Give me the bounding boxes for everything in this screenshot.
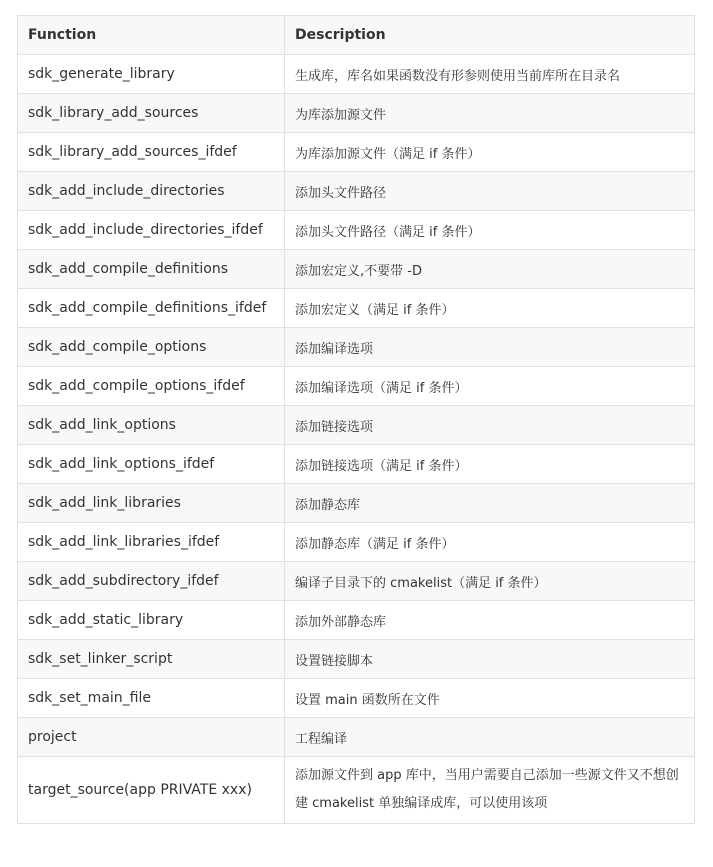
description-cell: 添加编译选项（满足 if 条件） xyxy=(285,367,695,406)
description-cell: 添加外部静态库 xyxy=(285,601,695,640)
table-row xyxy=(18,757,695,824)
function-cell: sdk_set_linker_script xyxy=(18,640,285,679)
function-cell: sdk_add_include_directories_ifdef xyxy=(18,211,285,250)
function-cell: sdk_add_static_library xyxy=(18,601,285,640)
table-row xyxy=(18,172,695,211)
table-row xyxy=(18,445,695,484)
table-row xyxy=(18,523,695,562)
description-cell: 为库添加源文件 xyxy=(285,94,695,133)
function-cell: sdk_add_link_libraries_ifdef xyxy=(18,523,285,562)
table-row xyxy=(18,328,695,367)
description-cell: 工程编译 xyxy=(285,718,695,757)
description-cell: 设置 main 函数所在文件 xyxy=(285,679,695,718)
table-row xyxy=(18,94,695,133)
description-cell: 添加链接选项（满足 if 条件） xyxy=(285,445,695,484)
description-cell: 添加链接选项 xyxy=(285,406,695,445)
table-row xyxy=(18,289,695,328)
table-row xyxy=(18,640,695,679)
function-cell: sdk_add_compile_definitions xyxy=(18,250,285,289)
description-cell: 添加头文件路径 xyxy=(285,172,695,211)
table-row xyxy=(18,406,695,445)
description-cell: 添加源文件到 app 库中，当用户需要自己添加一些源文件又不想创建 cmakelist 单独编译成库，可以使用该项 xyxy=(285,757,695,824)
header-description: Description xyxy=(285,16,695,55)
function-table xyxy=(17,15,695,824)
function-table-container xyxy=(17,15,694,824)
description-cell: 为库添加源文件（满足 if 条件） xyxy=(285,133,695,172)
function-cell: target_source(app PRIVATE xxx) xyxy=(18,757,285,824)
function-cell: sdk_add_include_directories xyxy=(18,172,285,211)
function-cell: sdk_library_add_sources_ifdef xyxy=(18,133,285,172)
table-row xyxy=(18,679,695,718)
function-cell: sdk_add_compile_options_ifdef xyxy=(18,367,285,406)
table-row xyxy=(18,133,695,172)
table-row xyxy=(18,55,695,94)
description-cell: 编译子目录下的 cmakelist（满足 if 条件） xyxy=(285,562,695,601)
header-function: Function xyxy=(18,16,285,55)
table-row xyxy=(18,484,695,523)
description-cell: 添加静态库 xyxy=(285,484,695,523)
description-cell: 添加编译选项 xyxy=(285,328,695,367)
table-row xyxy=(18,211,695,250)
description-cell: 添加头文件路径（满足 if 条件） xyxy=(285,211,695,250)
table-header-row xyxy=(18,16,695,55)
function-cell: project xyxy=(18,718,285,757)
description-cell: 添加静态库（满足 if 条件） xyxy=(285,523,695,562)
description-cell: 添加宏定义（满足 if 条件） xyxy=(285,289,695,328)
function-cell: sdk_generate_library xyxy=(18,55,285,94)
function-cell: sdk_add_compile_definitions_ifdef xyxy=(18,289,285,328)
description-cell: 添加宏定义,不要带 -D xyxy=(285,250,695,289)
description-cell: 设置链接脚本 xyxy=(285,640,695,679)
function-cell: sdk_library_add_sources xyxy=(18,94,285,133)
function-cell: sdk_add_subdirectory_ifdef xyxy=(18,562,285,601)
table-row xyxy=(18,601,695,640)
function-cell: sdk_add_link_libraries xyxy=(18,484,285,523)
function-cell: sdk_add_link_options xyxy=(18,406,285,445)
table-row xyxy=(18,250,695,289)
function-cell: sdk_add_compile_options xyxy=(18,328,285,367)
function-cell: sdk_add_link_options_ifdef xyxy=(18,445,285,484)
function-cell: sdk_set_main_file xyxy=(18,679,285,718)
table-row xyxy=(18,562,695,601)
description-cell: 生成库，库名如果函数没有形参则使用当前库所在目录名 xyxy=(285,55,695,94)
table-row xyxy=(18,367,695,406)
table-row xyxy=(18,718,695,757)
